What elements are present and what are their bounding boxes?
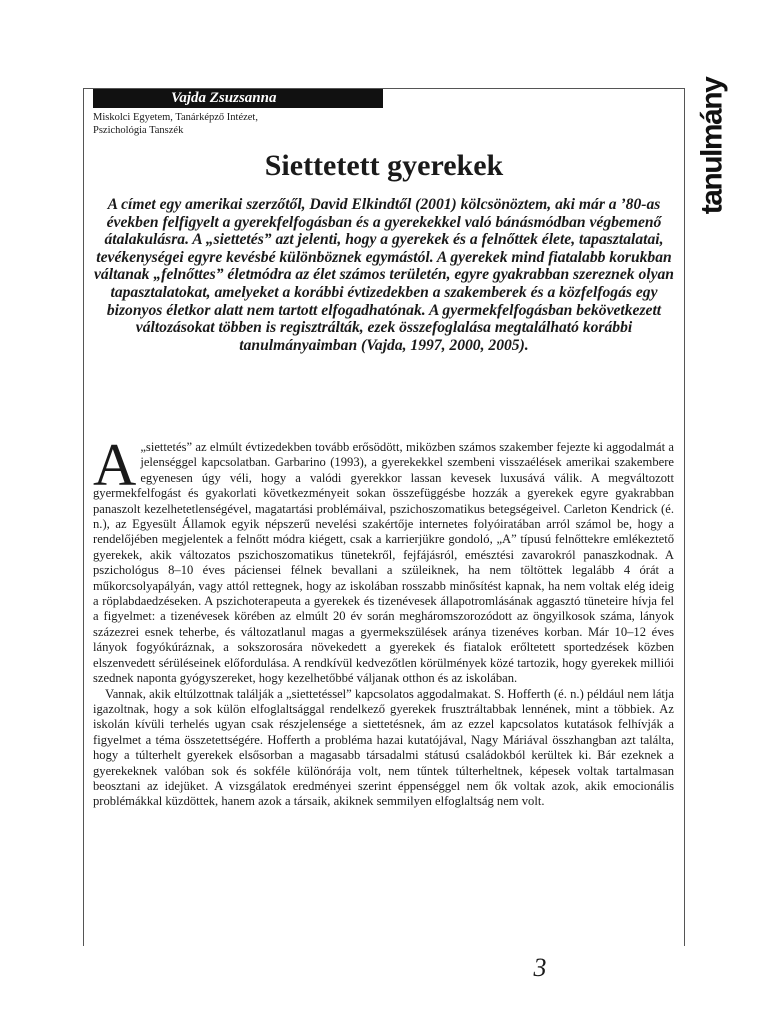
drop-cap: A <box>93 432 137 498</box>
body-paragraph: Vannak, akik eltúlzottnak találják a „siettetéssel” kapcsolatos aggodalmakat. S. Hofferth (é. n.) például nem látja igazoltnak, hogy a sok külön elfoglaltsággal rendelkező gyerekek frusztráltabbak lennének, mint a többiek. Az iskolán kívüli terhelés ugyan csak részjelensége a siettetésnek, ám az ezzel kapcsolatos kutatások felhívják a figyelmet a téma összetettségére. Hofferth a probléma hazai kutatójával, Nagy Máriával összhangban azt találta, hogy a túlterhelt gyerekek elsősorban a magasabb társadalmi státusú családokból kerültek ki. Bár ezeknek a gyerekeknek valóban sok és sokféle különórája volt, nem tűntek túlterheltnek, képesek voltak tartalmasan beosztani az idejüket. A vizsgálatok eredményei szerint éppenséggel nem ők voltak azok, akik emocionális problémákkal küzdöttek, hanem azok a társaik, akiknek semmilyen elfoglaltság nem volt. <box>93 686 674 809</box>
paragraph-text: „siettetés” az elmúlt évtizedekben tovább erősödött, miközben számos szakember fejezte ki aggodalmát a jelenséggel kapcsolatban. Garbarino (1993), a gyerekekkel szembeni visszaélések amerikai szakembere egyenesen úgy véli, hogy a valódi gyerekkor lassan kevesek luxusává válik. A megváltozott gyermekfelfogást és gyakorlati következményeit sokan összefüggésbe hozzák a gyerekek egyre gyakrabban panaszolt kezelhetetlenségével, magatartási problémáival, pszichoszomatikus betegségeivel. Carleton Kendrick (é. n.), az Egyesült Államok egyik népszerű nevelési szakértője internetes folyóiratában arról számol be, hogy a rendelőjében megjelentek a felnőtt módra kiégett, csak a karrierjükre gondoló, „A” típusú felnőttekre emlékeztető gyerekek, akik változatos pszichoszomatikus tünetekről, fejfájásról, emésztési zavarokról panaszkodnak. A pszichológus 8–10 éves páciensei félnek bevallani a szüleiknek, ha nem töltöttek legalább 4 órát a műkorcsolyapályán, vagy attól rettegnek, hogy az iskolában rosszabb minősítést kapnak, ha nem voltak elég ideig a röplabdaedzéseken. A pszichoterapeuta a gyerekek és tizenévesek állapotromlásának aggasztó tüneteire hívja fel a figyelmet: a tizenévesek körében az elmúlt 20 év során megháromszorozódott az öngyilkosok száma, lányok százezrei esnek teherbe, és változatlanul magas a gyermekszülések aránya tizenéves korban. Már 10–12 éves lányok fogyókúráznak, a sokszorosára növekedett a gyerekek és fiatalok erőltetett sportedzések közben elszenvedett sérüléseinek előfordulása. A rendkívül kedvezőtlen körülmények közé tartozik, hogy gyerekek milliói szednek naponta gyógyszereket, hogy kezelhetőbbé váljanak otthon és az iskolában. <box>93 440 674 686</box>
page-number: 3 <box>533 953 547 982</box>
body-paragraph <box>93 432 674 687</box>
author-bar <box>93 89 383 108</box>
body-text <box>93 432 674 810</box>
abstract: A címet egy amerikai szerzőtől, David Elkindtől (2001) kölcsönöztem, aki már a ’80-as években felfigyelt a gyerekfelfogásban és a gyerekekkel való bánásmódban végbemenő átalakulásra. A „siettetés” azt jelenti, hogy a gyerekek és a felnőttek élete, tapasztalatai, tevékenységei egyre kevésbé különböznek egymástól. A gyerekek mind fiatalabb korukban váltanak „felnőttes” életmódra az élet számos területén, egyre gyakrabban szereznek olyan tapasztalatokat, amelyeket a korábbi évtizedekben a szakemberek és a közfelfogás egy bizonyos életkor alatt nem tartott elfogadhatónak. A gyermekfelfogásban bekövetkezett változásokat többen is regisztrálták, ezek összefoglalása megtalálható korábbi tanulmányaimban (Vajda, 1997, 2000, 2005). <box>94 196 674 354</box>
author-name: Vajda Zsuzsanna <box>171 90 277 106</box>
affiliation-line: Miskolci Egyetem, Tanárképző Intézet, <box>93 112 258 123</box>
article-title: Siettetett gyerekek <box>264 149 504 182</box>
affiliation <box>93 111 413 137</box>
frame-left-rule <box>83 88 84 946</box>
section-label: tanulmány <box>695 77 728 214</box>
affiliation-line: Pszichológia Tanszék <box>93 125 184 136</box>
section-tab <box>690 77 734 214</box>
frame-right-rule <box>684 88 685 946</box>
